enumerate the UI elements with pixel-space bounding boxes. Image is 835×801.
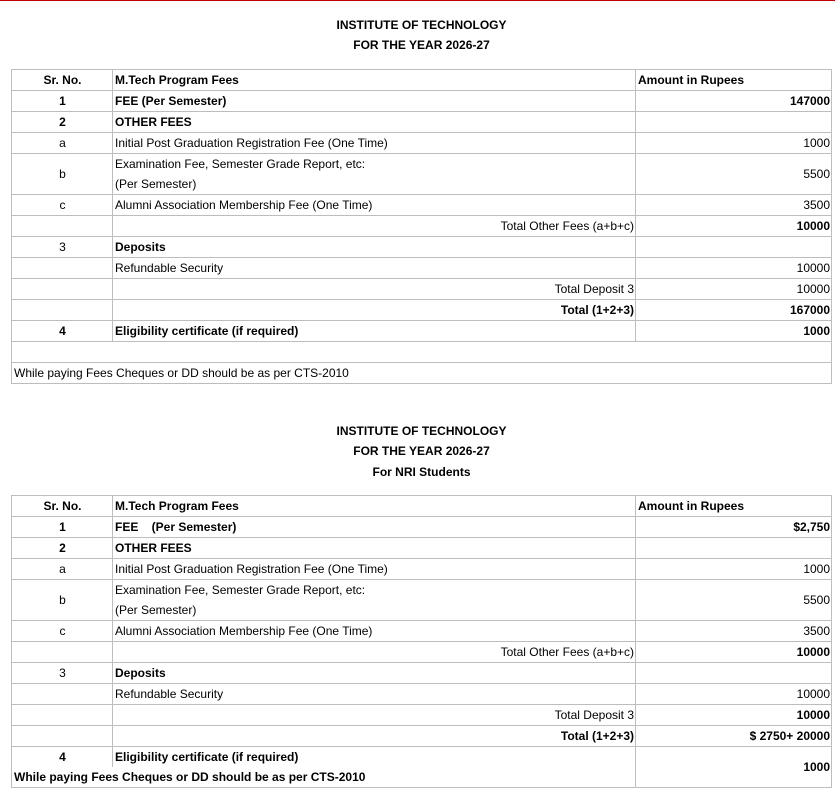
- examination-amount: 5500: [636, 580, 832, 621]
- examination-amount: 5500: [636, 154, 832, 195]
- examination-line-1: Examination Fee, Semester Grade Report, etc:: [115, 157, 366, 171]
- table-row-other-fees: [12, 112, 832, 133]
- total-other-label: Total Other Fees (a+b+c): [113, 216, 636, 237]
- table-row-fee: [12, 91, 832, 112]
- empty-cell: [12, 642, 113, 663]
- examination-description: [113, 580, 636, 621]
- table-row-total-other: [12, 216, 832, 237]
- sr-cell: 4: [12, 321, 113, 342]
- refundable-description: Refundable Security: [113, 684, 636, 705]
- empty-cell: [636, 663, 832, 684]
- empty-cell: [636, 237, 832, 258]
- registration-description: Initial Post Graduation Registration Fee (One Time): [113, 559, 636, 580]
- table-row-registration: [12, 133, 832, 154]
- alumni-amount: 3500: [636, 195, 832, 216]
- table-header-row: [12, 70, 832, 91]
- other-fees-heading: OTHER FEES: [113, 112, 636, 133]
- payment-note: While paying Fees Cheques or DD should be as per CTS-2010: [12, 363, 832, 384]
- total-label: Total (1+2+3): [113, 300, 636, 321]
- table-row-deposits: [12, 237, 832, 258]
- alumni-description: Alumni Association Membership Fee (One Time): [113, 195, 636, 216]
- table-header-row: [12, 496, 832, 517]
- header-amount: Amount in Rupees: [636, 496, 832, 517]
- payment-note: While paying Fees Cheques or DD should be as per CTS-2010: [12, 767, 636, 788]
- fee-description: FEE (Per Semester): [113, 91, 636, 112]
- year-title: FOR THE YEAR 2026-27: [353, 38, 490, 52]
- sr-cell: c: [12, 621, 113, 642]
- eligibility-amount: 1000: [636, 321, 832, 342]
- sr-cell: b: [12, 580, 113, 621]
- total-label: Total (1+2+3): [113, 726, 636, 747]
- sr-cell: 2: [12, 538, 113, 559]
- deposits-heading: Deposits: [113, 237, 636, 258]
- fee-table-regular: [11, 69, 832, 384]
- total-other-amount: 10000: [636, 642, 832, 663]
- registration-amount: 1000: [636, 559, 832, 580]
- empty-cell: [12, 726, 113, 747]
- institute-title: INSTITUTE OF TECHNOLOGY: [336, 18, 507, 32]
- table-row-refundable: [12, 684, 832, 705]
- empty-cell: [12, 705, 113, 726]
- table-row-alumni: [12, 621, 832, 642]
- empty-cell: [636, 112, 832, 133]
- header-amount: Amount in Rupees: [636, 70, 832, 91]
- table-row-examination: [12, 580, 832, 621]
- total-deposit-amount: 10000: [636, 705, 832, 726]
- total-deposit-label: Total Deposit 3: [113, 279, 636, 300]
- total-amount: $ 2750+ 20000: [636, 726, 832, 747]
- table-row-other-fees: [12, 538, 832, 559]
- sr-cell: 1: [12, 517, 113, 538]
- fee-amount: $2,750: [636, 517, 832, 538]
- sr-cell: 2: [12, 112, 113, 133]
- sr-cell: 4: [12, 747, 113, 768]
- table-row-total-other: [12, 642, 832, 663]
- eligibility-amount: 1000: [636, 747, 832, 788]
- table-row-total: [12, 726, 832, 747]
- year-title: FOR THE YEAR 2026-27: [353, 444, 490, 458]
- refundable-description: Refundable Security: [113, 258, 636, 279]
- alumni-amount: 3500: [636, 621, 832, 642]
- sr-cell: 3: [12, 663, 113, 684]
- table-row-refundable: [12, 258, 832, 279]
- nri-subtitle: For NRI Students: [372, 465, 471, 479]
- empty-cell: [12, 684, 113, 705]
- empty-cell: [12, 342, 832, 363]
- empty-cell: [12, 216, 113, 237]
- fee-description: FEE (Per Semester): [113, 517, 636, 538]
- header-sr-no: Sr. No.: [12, 70, 113, 91]
- table-row-note: [12, 363, 832, 384]
- table-row-deposits: [12, 663, 832, 684]
- empty-cell: [12, 258, 113, 279]
- eligibility-description: Eligibility certificate (if required): [113, 747, 636, 768]
- refundable-amount: 10000: [636, 258, 832, 279]
- table-row-eligibility: [12, 321, 832, 342]
- refundable-amount: 10000: [636, 684, 832, 705]
- header-sr-no: Sr. No.: [12, 496, 113, 517]
- empty-cell: [12, 279, 113, 300]
- header-program-fees: M.Tech Program Fees: [113, 70, 636, 91]
- table-row-total-deposit: [12, 279, 832, 300]
- fee-table-nri: [11, 495, 832, 788]
- table-row-spacer: [12, 342, 832, 363]
- table-row-alumni: [12, 195, 832, 216]
- table-row-examination: [12, 154, 832, 195]
- fee-amount: 147000: [636, 91, 832, 112]
- sr-cell: a: [12, 559, 113, 580]
- examination-line-1: Examination Fee, Semester Grade Report, etc:: [115, 583, 366, 597]
- sr-cell: b: [12, 154, 113, 195]
- other-fees-heading: OTHER FEES: [113, 538, 636, 559]
- registration-description: Initial Post Graduation Registration Fee (One Time): [113, 133, 636, 154]
- table-row-total: [12, 300, 832, 321]
- header-program-fees: M.Tech Program Fees: [113, 496, 636, 517]
- examination-description: [113, 154, 636, 195]
- sr-cell: 3: [12, 237, 113, 258]
- alumni-description: Alumni Association Membership Fee (One Time): [113, 621, 636, 642]
- total-deposit-amount: 10000: [636, 279, 832, 300]
- empty-cell: [636, 538, 832, 559]
- empty-cell: [12, 300, 113, 321]
- registration-amount: 1000: [636, 133, 832, 154]
- top-accent-line: [0, 0, 835, 1]
- total-other-amount: 10000: [636, 216, 832, 237]
- institute-title: INSTITUTE OF TECHNOLOGY: [336, 424, 507, 438]
- deposits-heading: Deposits: [113, 663, 636, 684]
- sr-cell: 1: [12, 91, 113, 112]
- total-other-label: Total Other Fees (a+b+c): [113, 642, 636, 663]
- sr-cell: a: [12, 133, 113, 154]
- table-row-eligibility: [12, 747, 832, 768]
- total-deposit-label: Total Deposit 3: [113, 705, 636, 726]
- total-amount: 167000: [636, 300, 832, 321]
- table-row-total-deposit: [12, 705, 832, 726]
- eligibility-description: Eligibility certificate (if required): [113, 321, 636, 342]
- examination-line-2: (Per Semester): [115, 177, 197, 191]
- examination-line-2: (Per Semester): [115, 603, 197, 617]
- sr-cell: c: [12, 195, 113, 216]
- table-row-fee: [12, 517, 832, 538]
- table-row-registration: [12, 559, 832, 580]
